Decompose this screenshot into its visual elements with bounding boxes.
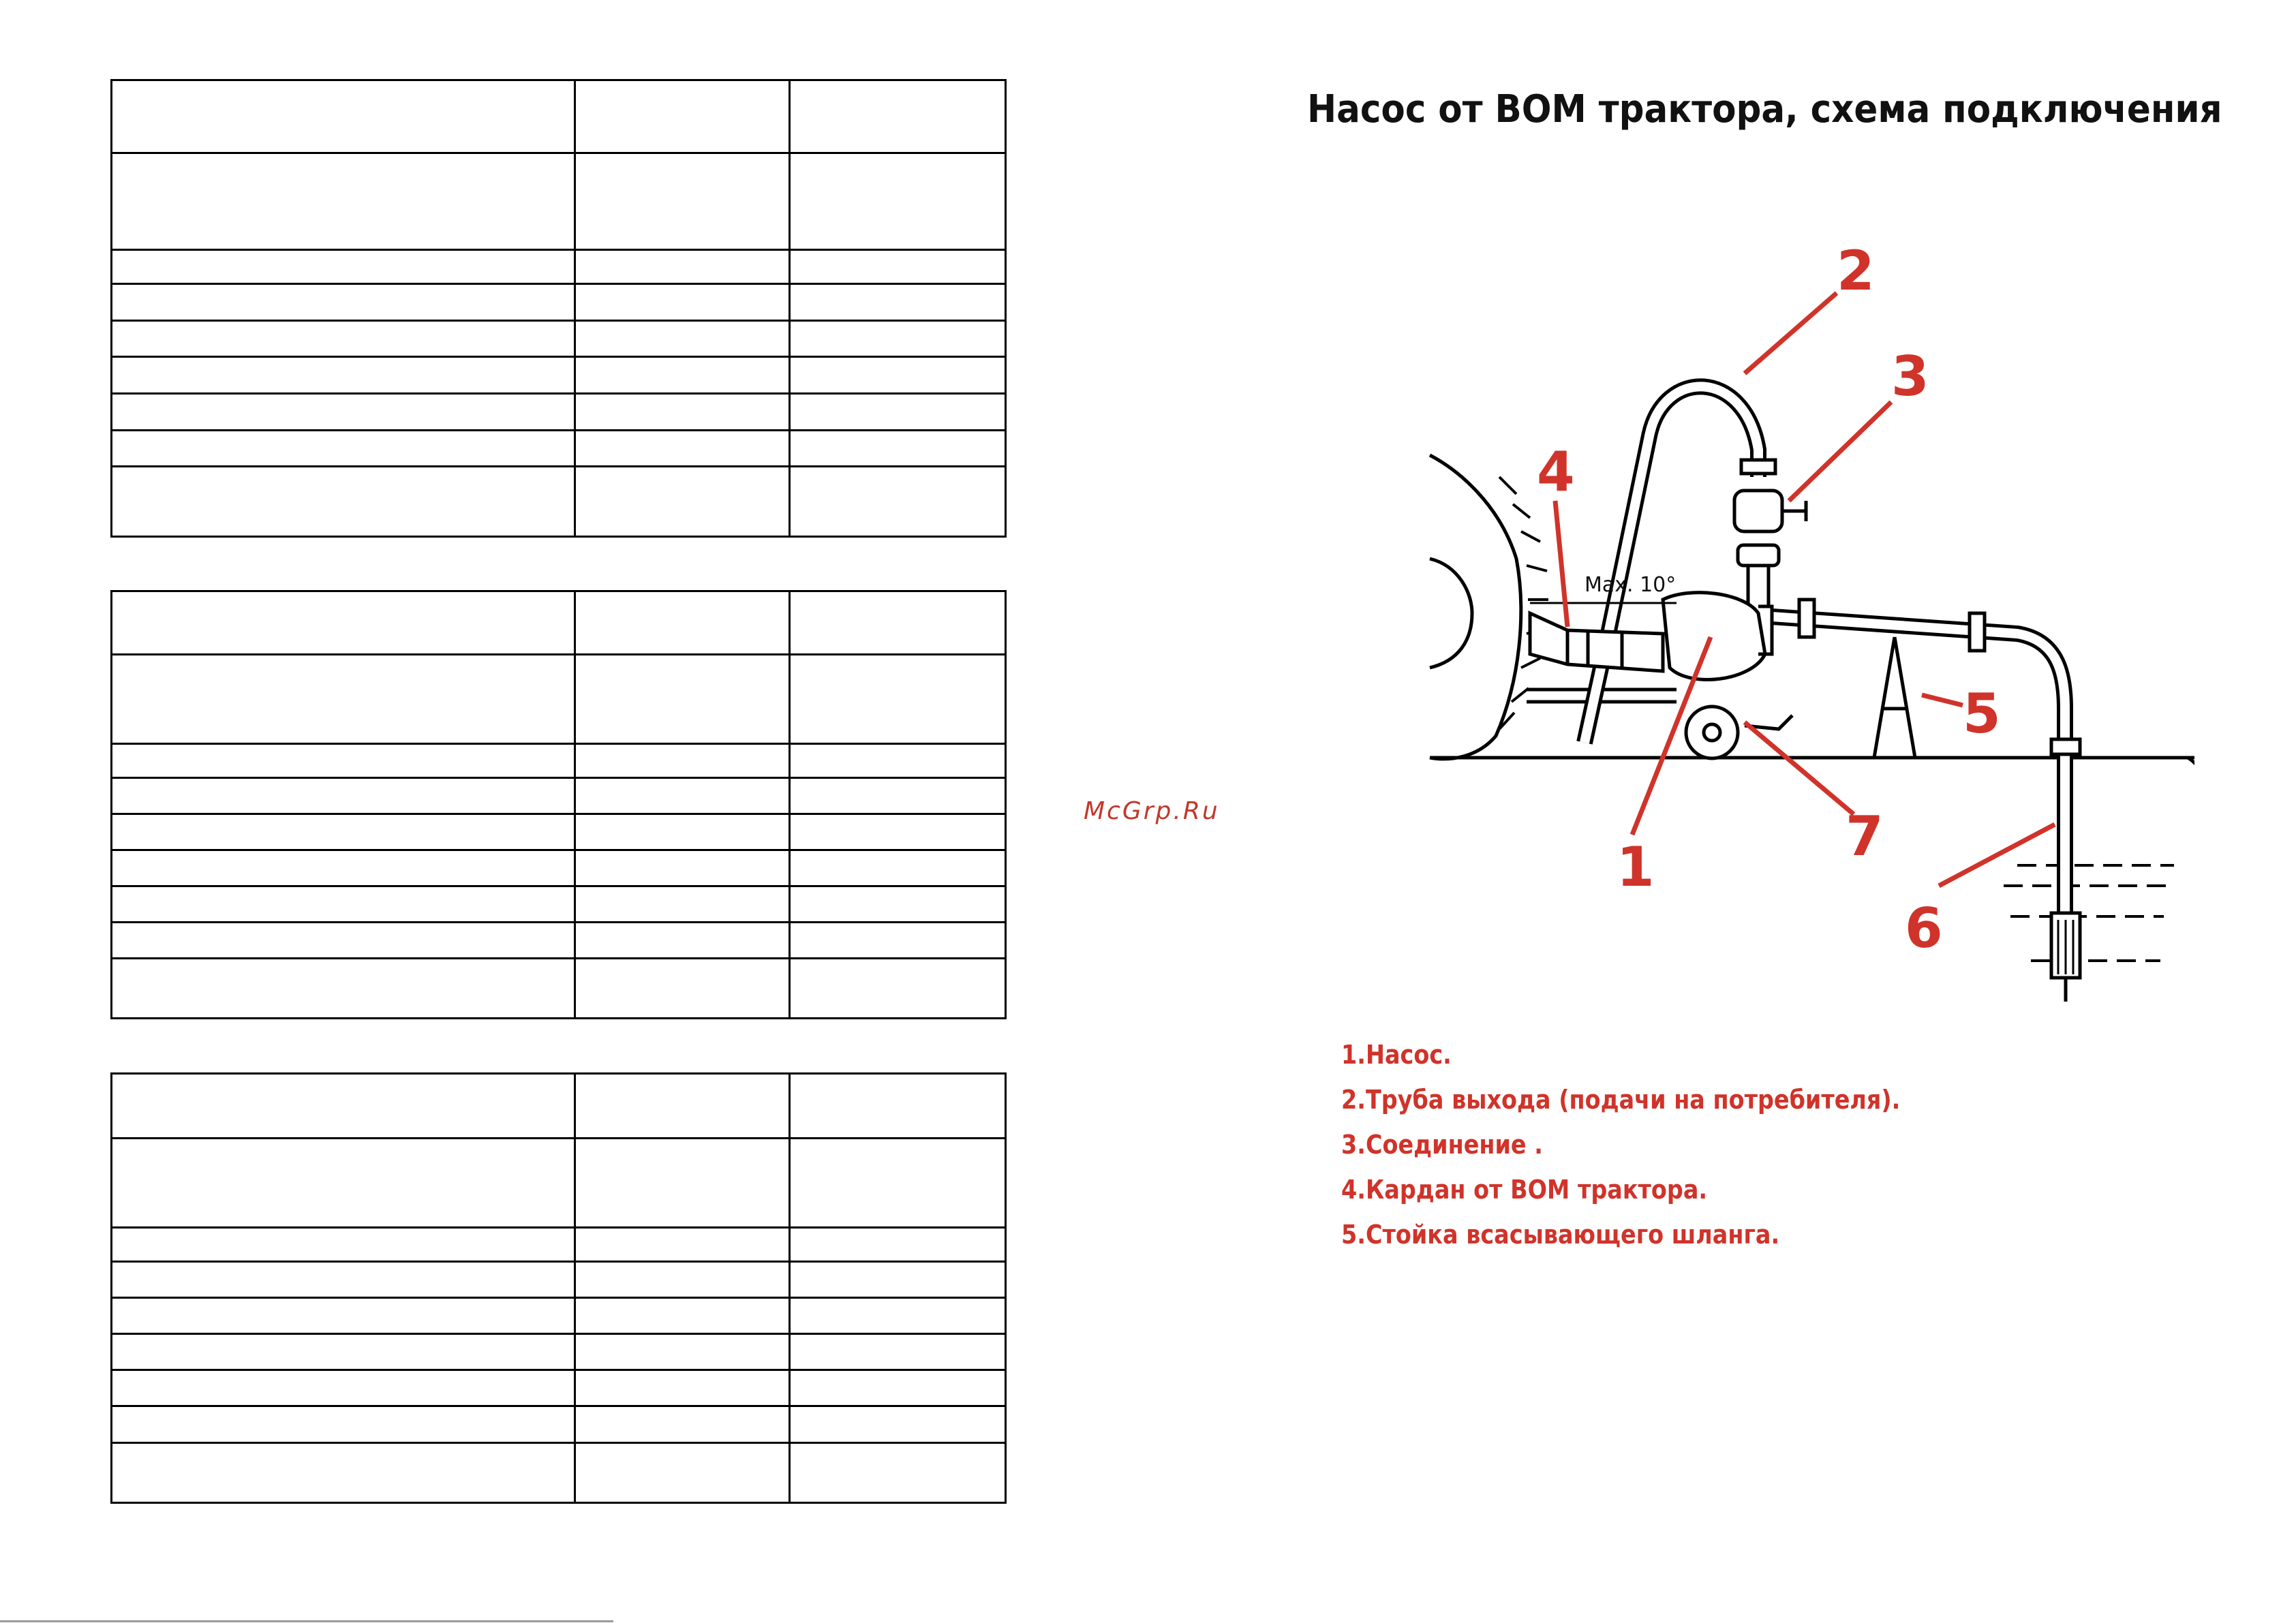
table-row (112, 778, 1006, 814)
leader-5 (1922, 695, 1963, 705)
leader-3 (1789, 402, 1891, 501)
leader-6 (1939, 824, 2055, 886)
callout-4: 4 (1537, 440, 1575, 504)
table-row (112, 814, 1006, 850)
table-row (112, 1443, 1006, 1503)
table-row (112, 923, 1006, 959)
table-row (112, 1262, 1006, 1298)
table-row (112, 1074, 1006, 1139)
callout-5: 5 (1963, 682, 2001, 745)
table-row (112, 431, 1006, 467)
suction-pipe (1772, 617, 2065, 920)
table-row (112, 153, 1006, 250)
bank-slope (2188, 758, 2194, 1049)
table-row (112, 1406, 1006, 1443)
divider (0, 1620, 613, 1622)
suction-pipe-inner (1772, 617, 2065, 920)
diagram-title: Насос от ВОМ трактора, схема подключения (1307, 87, 2222, 132)
callout-3: 3 (1891, 345, 1929, 408)
table-row (112, 1370, 1006, 1406)
tractor-wheel-hub (1430, 559, 1472, 668)
table-row (112, 959, 1006, 1019)
table-row (112, 744, 1006, 778)
water-surface (2004, 865, 2174, 961)
callout-7: 7 (1846, 805, 1884, 868)
legend (1341, 1032, 1976, 1257)
table-row (112, 850, 1006, 886)
flange (1799, 600, 1814, 637)
legend-item: 1.Насос. (1341, 1040, 1452, 1070)
flange (1741, 460, 1775, 474)
table-row (112, 1298, 1006, 1334)
table-row (112, 284, 1006, 321)
flange (1738, 545, 1779, 566)
callout-2: 2 (1837, 239, 1875, 303)
tractor-wheel (1430, 455, 1521, 759)
table-row (112, 1228, 1006, 1262)
legend-item: 3.Соединение . (1341, 1130, 1543, 1160)
table-row (112, 1334, 1006, 1370)
table-row (112, 886, 1006, 923)
spec-table-2 (110, 590, 1007, 1019)
flange (2051, 739, 2080, 754)
pump-housing (1663, 593, 1765, 680)
table-row (112, 655, 1006, 744)
cardan-shaft (1530, 613, 1663, 671)
angle-label: Max. 10° (1585, 573, 1677, 597)
callout-6: 6 (1905, 897, 1943, 960)
table-row (112, 80, 1006, 153)
legend-item: 4.Кардан от ВОМ трактора. (1341, 1175, 1708, 1205)
riser-pipe (1748, 566, 1769, 606)
watermark: McGrp.Ru (1084, 797, 1220, 825)
table-row (112, 467, 1006, 537)
table-row (112, 591, 1006, 655)
hose-stand (1874, 637, 1915, 758)
legend-item: 2.Труба выхода (подачи на потребителя). (1341, 1085, 1901, 1115)
valve-body (1734, 491, 1782, 531)
leader-7 (1745, 722, 1854, 814)
leader-4 (1555, 501, 1567, 627)
spec-table-1 (110, 79, 1007, 538)
table-row (112, 1139, 1006, 1228)
table-row (112, 321, 1006, 357)
valve-handle (1782, 501, 1806, 521)
leader-2 (1745, 293, 1837, 373)
spec-table-3 (110, 1072, 1007, 1504)
flange (1970, 613, 1985, 651)
table-row (112, 250, 1006, 284)
cart-wheel (1686, 707, 1738, 758)
table-row (112, 394, 1006, 431)
table-row (112, 357, 1006, 394)
pump-connection-diagram (1404, 232, 2194, 1049)
legend-item: 5.Стойка всасывающего шланга. (1341, 1220, 1780, 1250)
callout-1: 1 (1617, 835, 1655, 899)
